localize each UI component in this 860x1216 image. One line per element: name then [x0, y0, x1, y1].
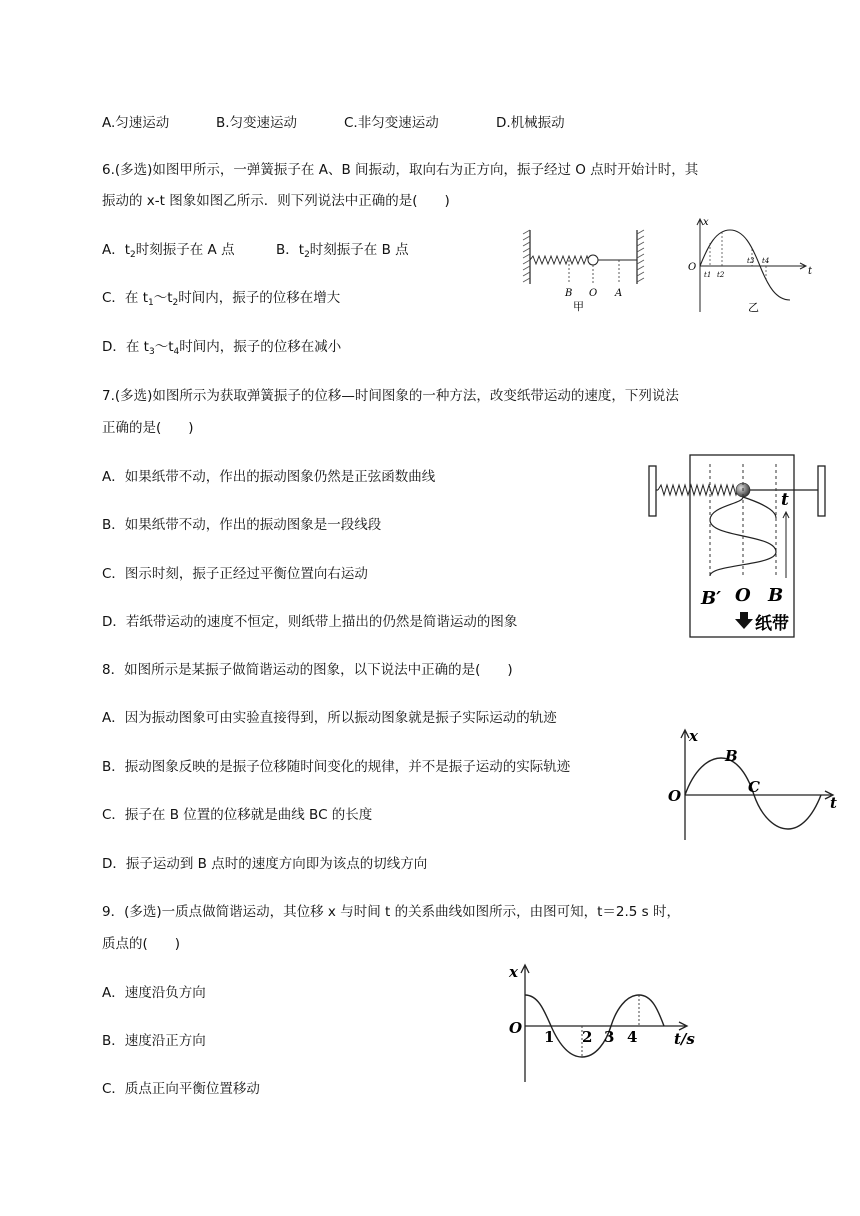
q7-option-b: B．如果纸带不动，作出的振动图象是一段线段	[102, 517, 382, 533]
q9-figure	[506, 962, 698, 1084]
q7-label-b: B	[768, 585, 784, 606]
q7-stem-line1: 7.(多选)如图所示为获取弹簧振子的位移—时间图象的一种方法，改变纸带运动的速度，下列说法	[102, 388, 679, 404]
q9-option-a: A．速度沿负方向	[102, 985, 206, 1001]
q6-figure-yi	[680, 216, 815, 316]
jia-label-b: B	[565, 288, 573, 299]
q6-option-c: C．在 $t_1\sim t_2$时间内，振子的位移在增大	[102, 290, 341, 308]
q8-figure	[666, 728, 846, 844]
yi-caption: 乙	[748, 301, 759, 314]
q8-option-a: A．因为振动图象可由实验直接得到，所以振动图象就是振子实际运动的轨迹	[102, 710, 557, 726]
yi-tick-t1: t1	[704, 271, 712, 279]
yi-axis-t: t	[808, 266, 813, 277]
q9-origin: O	[509, 1019, 523, 1037]
q9-tick-4: 4	[627, 1028, 638, 1046]
q9-tick-1: 1	[544, 1028, 555, 1046]
q8-axis-x: x	[689, 727, 698, 745]
q5-option-b: B.匀变速运动	[216, 115, 298, 131]
q5-option-d: D.机械振动	[496, 115, 565, 131]
yi-tick-t3: t3	[747, 257, 755, 265]
q7-label-b-prime: B′	[701, 588, 721, 609]
q7-axis-t: t	[781, 490, 789, 510]
q7-stem-line2: 正确的是( )	[102, 420, 194, 436]
q9-tick-2: 2	[582, 1028, 593, 1046]
q7-label-o: O	[735, 585, 751, 606]
q6-stem-line2: 振动的 x-t 图象如图乙所示．则下列说法中正确的是( )	[102, 193, 450, 209]
q5-option-c: C.非匀变速运动	[344, 115, 439, 131]
q7-option-a: A．如果纸带不动，作出的振动图象仍然是正弦函数曲线	[102, 469, 436, 485]
q5-option-a: A.匀速运动	[102, 115, 170, 131]
q8-stem: 8．如图所示是某振子做简谐运动的图象，以下说法中正确的是( )	[102, 662, 513, 678]
jia-caption: 甲	[573, 300, 584, 313]
q9-option-c: C．质点正向平衡位置移动	[102, 1081, 260, 1097]
jia-label-o: O	[589, 288, 598, 299]
q9-option-b: B．速度沿正方向	[102, 1033, 206, 1049]
jia-label-a: A	[615, 288, 623, 299]
yi-tick-t4: t4	[762, 257, 770, 265]
q6-option-b: B．$t_2$时刻振子在 B 点	[276, 242, 409, 260]
q9-axis-t: t/s	[674, 1030, 695, 1048]
q8-point-c: C	[748, 778, 760, 796]
q7-tape-label: 纸带	[755, 614, 789, 634]
q7-option-d: D．若纸带运动的速度不恒定，则纸带上描出的仍然是简谐运动的图象	[102, 614, 518, 630]
yi-origin: O	[688, 262, 697, 273]
q8-origin: O	[668, 787, 682, 805]
q8-option-b: B．振动图象反映的是振子位移随时间变化的规律，并不是振子运动的实际轨迹	[102, 759, 571, 775]
yi-axis-x: x	[703, 217, 709, 228]
q9-stem-line2: 质点的( )	[102, 936, 181, 952]
q9-stem-line1: 9．(多选)一质点做简谐运动，其位移 x 与时间 t 的关系曲线如图所示，由图可知，t＝2.5 s 时，	[102, 904, 680, 920]
q8-option-c: C．振子在 B 位置的位移就是曲线 BC 的长度	[102, 807, 373, 823]
q7-option-c: C．图示时刻，振子正经过平衡位置向右运动	[102, 566, 368, 582]
q6-figure-jia	[520, 226, 650, 316]
q8-option-d: D．振子运动到 B 点时的速度方向即为该点的切线方向	[102, 856, 428, 872]
q8-axis-t: t	[830, 794, 837, 812]
q8-point-b: B	[725, 747, 738, 765]
q7-figure	[644, 452, 828, 640]
q9-tick-3: 3	[604, 1028, 615, 1046]
q6-option-d: D．在 $t_3\sim t_4$时间内，振子的位移在减小	[102, 339, 342, 357]
q9-axis-x: x	[509, 963, 518, 981]
q6-stem-line1: 6.(多选)如图甲所示，一弹簧振子在 A、B 间振动，取向右为正方向，振子经过 O 点时开始计时，其	[102, 162, 699, 178]
yi-tick-t2: t2	[717, 271, 725, 279]
q6-option-a: A．$t_2$时刻振子在 A 点	[102, 242, 235, 260]
